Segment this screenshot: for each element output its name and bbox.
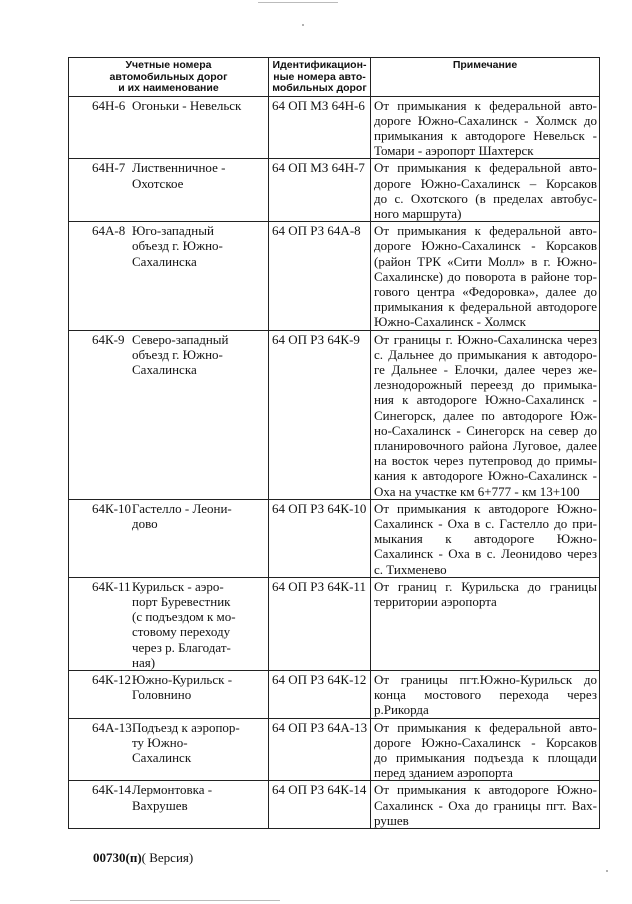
road-name-line: Северо-западный	[132, 331, 229, 347]
header-road-numbers: Учетные номера автомобильных дорог и их наименование	[69, 58, 269, 97]
road-code: 64К-10	[92, 500, 131, 516]
header-note: Примечание	[371, 58, 600, 97]
note-line: дороге Южно-Сахалинск - Корсаков	[374, 238, 597, 254]
road-note-cell	[371, 577, 600, 670]
road-name	[132, 501, 250, 531]
table-row	[69, 499, 600, 577]
roads-table	[68, 57, 600, 829]
note-line: планировочного района Луговое, далее	[374, 437, 597, 453]
road-name-line: ту Южно-	[132, 734, 188, 750]
scan-speck	[606, 870, 608, 872]
note-line: территории аэропорта	[374, 594, 497, 609]
road-number-cell	[69, 96, 269, 159]
road-name-line: Юго-западный	[132, 223, 214, 239]
note-line: мыкания к автодороге Южно-	[374, 531, 597, 547]
road-name-line: Гастелло - Леони-	[132, 500, 232, 516]
road-note-cell	[371, 330, 600, 499]
note-line: с. Тихменево	[374, 561, 447, 577]
road-name-line: Огоньки - Невельск	[132, 97, 242, 113]
road-id-cell: 64 ОП РЗ 64К-10	[269, 499, 371, 577]
road-name	[132, 160, 250, 190]
road-id-cell: 64 ОП МЗ 64Н-6	[269, 96, 371, 159]
road-name	[132, 332, 250, 378]
road-id-cell: 64 ОП РЗ 64К-14	[269, 781, 371, 829]
road-note-cell	[371, 499, 600, 577]
road-name-line: ная)	[132, 654, 156, 670]
road-name-line: (с подъездом к мо-	[132, 609, 236, 625]
road-name-line: Сахалинска	[132, 361, 197, 377]
road-name	[132, 720, 250, 766]
road-name	[132, 98, 250, 113]
note-line: на восток через путепровод до примы-	[374, 453, 597, 469]
note-line: От границ г. Курильска до границы	[374, 578, 597, 594]
note-line: От примыкания к автодороге Южно-	[374, 500, 597, 516]
note-line: дороге Южно-Сахалинск - Холмск до	[374, 112, 597, 128]
road-number-cell	[69, 499, 269, 577]
note-line: перед зданием аэропорта	[374, 765, 513, 781]
note-line: ния к автодороге Южно-Сахалинск -	[374, 392, 597, 408]
table-row	[69, 96, 600, 159]
road-name-line: через р. Благодат-	[132, 639, 231, 655]
road-name-line: Сахалинск	[132, 750, 192, 766]
note-line: От примыкания к федеральной авто-	[374, 97, 597, 113]
note-line: От примыкания к федеральной авто-	[374, 719, 597, 735]
note-line: Сахалинск - Оха в с. Гастелло до при-	[374, 515, 597, 531]
road-number-cell	[69, 159, 269, 222]
road-name-line: Подъезд к аэропор-	[132, 719, 240, 735]
table-row	[69, 330, 600, 499]
note-line: примыкания к автодороге Невельск -	[374, 127, 597, 143]
road-name	[132, 223, 250, 269]
note-line: От границы пгт.Южно-Курильск до	[374, 672, 597, 688]
road-note-cell	[371, 222, 600, 330]
note-line: Оха на участке км 6+777 - км 13+100	[374, 483, 580, 499]
road-name	[132, 782, 250, 812]
note-line: (район ТРК «Сити Молл» в г. Южно-	[374, 253, 597, 269]
note-line: От примыкания к федеральной авто-	[374, 223, 597, 239]
note-line: Томари - аэропорт Шахтерск	[374, 143, 534, 159]
road-name	[132, 579, 250, 670]
note-line: рушев	[374, 812, 409, 828]
road-code: 64К-11	[92, 578, 131, 594]
table-header-row	[69, 58, 600, 97]
table-row	[69, 159, 600, 222]
road-note-cell	[371, 671, 600, 719]
scan-bottom-rule	[70, 900, 280, 901]
note-line: Синегорск, далее по автодороге Юж-	[374, 407, 597, 423]
road-note-cell	[371, 159, 600, 222]
road-name-line: Сахалинска	[132, 253, 197, 269]
road-number-cell	[69, 330, 269, 499]
road-note-cell	[371, 781, 600, 829]
road-id-cell: 64 ОП РЗ 64А-8	[269, 222, 371, 330]
note-line: Сахалинск - Оха в с. Леонидово через	[374, 546, 597, 562]
note-line: От границы г. Южно-Сахалинска через	[374, 331, 597, 347]
note-line: дороге Южно-Сахалинск – Корсаков	[374, 175, 597, 191]
table-row	[69, 222, 600, 330]
table-row	[69, 781, 600, 829]
note-line: лезнодорожный переезд до примыка-	[374, 377, 597, 393]
road-name-line: Лиственничное -	[132, 160, 226, 176]
road-name-line: Курильск - аэро-	[132, 578, 224, 594]
road-name-line: Головнино	[132, 687, 192, 703]
note-line: Сахалинск - Оха до границы пгт. Вах-	[374, 797, 597, 813]
road-number-cell	[69, 577, 269, 670]
road-name-line: Лермонтовка -	[132, 782, 213, 798]
road-code: 64А-8	[92, 223, 126, 239]
road-name	[132, 672, 250, 702]
note-line: примыкания к федеральной автодороге	[374, 299, 597, 315]
road-number-cell	[69, 222, 269, 330]
document-version: ( Версия)	[141, 850, 194, 865]
note-line: до примыкания подъезда к площади	[374, 750, 597, 766]
road-code: 64Н-6	[92, 97, 126, 113]
road-name-line: Охотское	[132, 175, 184, 191]
note-line: но-Сахалинск - Синегорск на север до	[374, 422, 597, 438]
document-code: 00730(п)	[93, 850, 142, 865]
road-name-line: объезд г. Южно-	[132, 238, 223, 254]
road-id-cell: 64 ОП РЗ 64К-11	[269, 577, 371, 670]
note-line: с. Дальнее до примыкания к автодоро-	[374, 346, 597, 362]
note-line: Сахалинске) до поворота в районе тор-	[374, 268, 597, 284]
note-line: От примыкания к автодороге Южно-	[374, 782, 597, 798]
road-name-line: стовому переходу	[132, 624, 231, 640]
road-code: 64К-12	[92, 672, 131, 688]
scan-top-rule	[258, 2, 338, 3]
road-number-cell	[69, 718, 269, 781]
road-note-cell	[371, 96, 600, 159]
road-code: 64Н-7	[92, 160, 126, 176]
road-id-cell: 64 ОП РЗ 64К-12	[269, 671, 371, 719]
road-name-line: объезд г. Южно-	[132, 346, 223, 362]
note-line: до с. Охотского (в пределах автобус-	[374, 190, 597, 206]
header-identification-numbers: Идентификацион- ные номера авто- мобильных дорог	[269, 58, 371, 97]
note-line: гового центра «Федоровка», далее до	[374, 283, 597, 299]
note-line: Южно-Сахалинск - Холмск	[374, 314, 526, 330]
note-line: дороге Южно-Сахалинск - Корсаков	[374, 734, 597, 750]
note-line: ного маршрута)	[374, 205, 462, 221]
note-line: конца мостового перехода через	[374, 687, 597, 703]
road-number-cell	[69, 671, 269, 719]
table-row	[69, 718, 600, 781]
document-footer	[93, 850, 193, 866]
road-name-line: Южно-Курильск -	[132, 672, 233, 688]
road-id-cell: 64 ОП МЗ 64Н-7	[269, 159, 371, 222]
road-name-line: Вахрушев	[132, 797, 188, 813]
road-id-cell: 64 ОП РЗ 64А-13	[269, 718, 371, 781]
road-note-cell	[371, 718, 600, 781]
table-row	[69, 577, 600, 670]
road-number-cell	[69, 781, 269, 829]
road-code: 64К-9	[92, 331, 125, 347]
table-row	[69, 671, 600, 719]
note-line: От примыкания к федеральной авто-	[374, 160, 597, 176]
note-line: ге Дальнее - Елочки, далее через же-	[374, 361, 597, 377]
road-code: 64А-13	[92, 719, 132, 735]
note-line: кания к автодороге Южно-Сахалинск -	[374, 468, 597, 484]
scan-speck	[302, 24, 304, 26]
road-name-line: порт Буревестник	[132, 594, 231, 609]
road-id-cell: 64 ОП РЗ 64К-9	[269, 330, 371, 499]
note-line: р.Рикорда	[374, 702, 429, 718]
road-code: 64К-14	[92, 782, 131, 798]
road-name-line: дово	[132, 515, 158, 531]
